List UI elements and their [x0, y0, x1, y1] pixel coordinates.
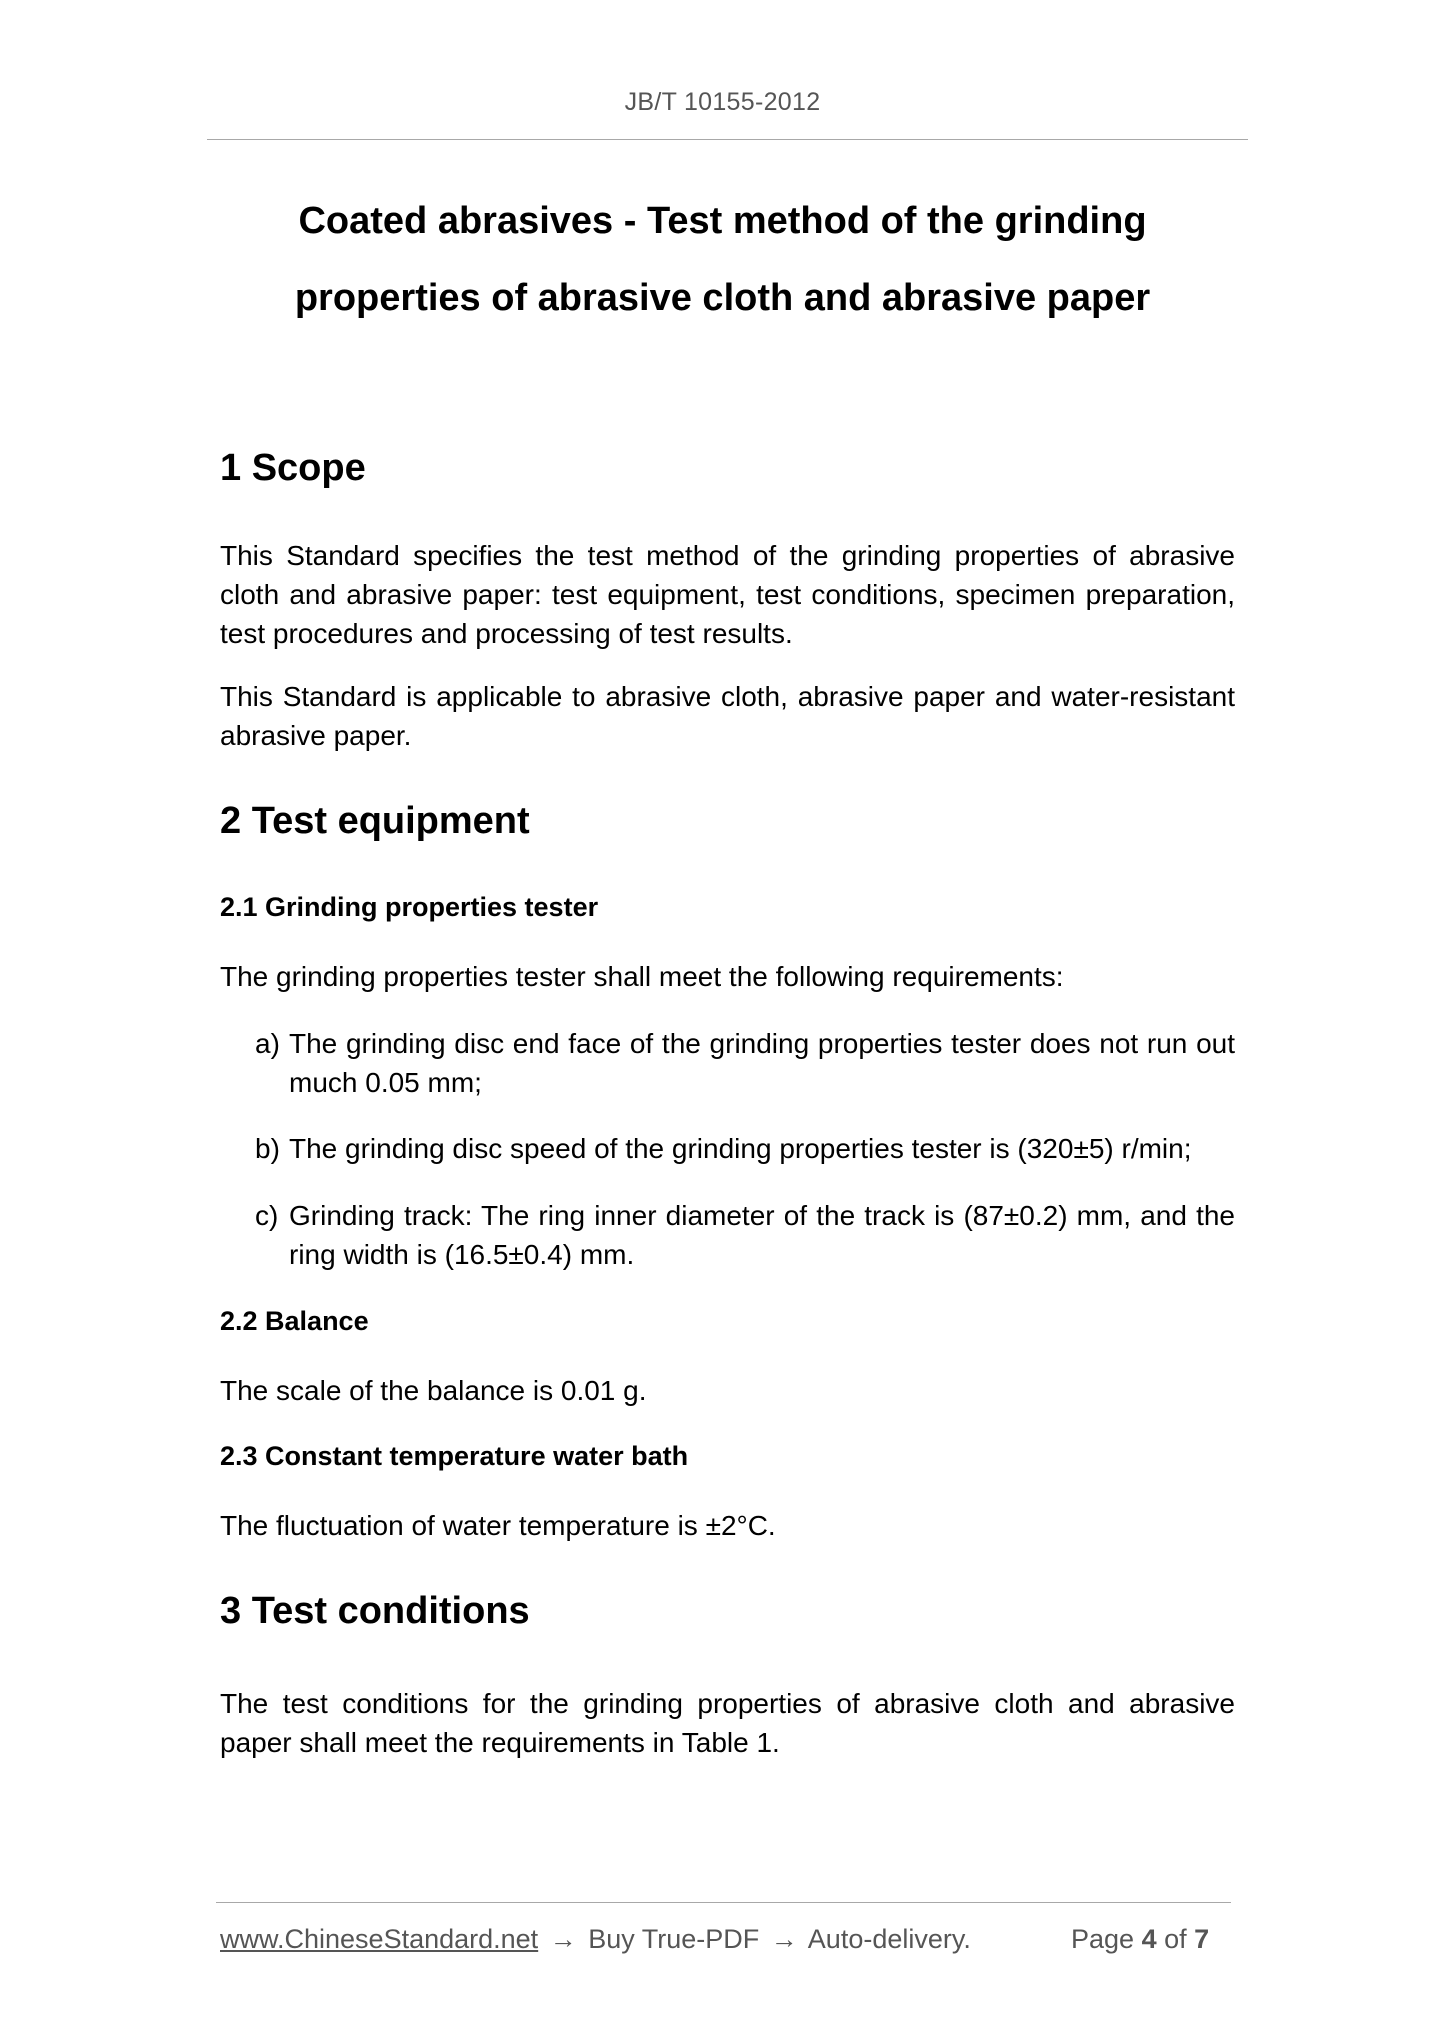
page-label: Page: [1071, 1924, 1135, 1954]
arrow-right-icon: →: [549, 1924, 577, 1954]
list-item-text: Grinding track: The ring inner diameter of the track is (87±0.2) mm, and the ring width is (16.5±0.4) mm.: [289, 1200, 1235, 1270]
buy-true-pdf-text: Buy True-PDF: [588, 1924, 760, 1954]
page-current: 4: [1141, 1924, 1157, 1954]
list-marker: c): [255, 1200, 279, 1231]
title-line-2: properties of abrasive cloth and abrasive paper: [294, 277, 1151, 319]
list-item-text: The grinding disc speed of the grinding properties tester is (320±5) r/min;: [289, 1133, 1192, 1164]
document-title: [0, 183, 1445, 337]
page-number: [1071, 1924, 1209, 1955]
heading-grinding-tester: 2.1 Grinding properties tester: [220, 892, 599, 922]
heading-test-conditions: 3 Test conditions: [220, 1590, 530, 1632]
conditions-text: The test conditions for the grinding properties of abrasive cloth and abrasive paper shall meet the requirements in Table 1.: [220, 1688, 1235, 1758]
footer-divider: [216, 1902, 1231, 1903]
water-bath-text: The fluctuation of water temperature is ±2°C.: [220, 1510, 776, 1541]
list-item-text: The grinding disc end face of the grinding properties tester does not run out much 0.05 mm;: [289, 1028, 1235, 1098]
list-item: [255, 1196, 1235, 1274]
tester-intro: The grinding properties tester shall meet the following requirements:: [220, 961, 1064, 992]
scope-paragraph-2: This Standard is applicable to abrasive cloth, abrasive paper and water-resistant abrasive paper.: [220, 681, 1235, 751]
header-divider: [207, 139, 1248, 140]
list-item: [255, 1129, 1235, 1168]
heading-balance: 2.2 Balance: [220, 1306, 369, 1336]
title-line-1: Coated abrasives - Test method of the grinding: [298, 200, 1147, 242]
heading-water-bath: 2.3 Constant temperature water bath: [220, 1441, 689, 1471]
footer-links: [220, 1924, 971, 1955]
chinesestandard-link[interactable]: www.ChineseStandard.net: [220, 1924, 539, 1954]
heading-test-equipment: 2 Test equipment: [220, 800, 530, 842]
balance-text: The scale of the balance is 0.01 g.: [220, 1375, 647, 1406]
scope-paragraph-1: This Standard specifies the test method of the grinding properties of abrasive cloth and abrasive paper: test equipment, test conditions, specimen preparation, test procedures and processing of test results.: [220, 540, 1235, 649]
page-of: of: [1164, 1924, 1187, 1954]
list-item: [255, 1024, 1235, 1102]
list-marker: b): [255, 1133, 280, 1164]
arrow-right-icon: →: [770, 1924, 798, 1954]
list-marker: a): [255, 1028, 280, 1059]
page-total: 7: [1194, 1924, 1210, 1954]
document-code: JB/T 10155-2012: [624, 88, 821, 116]
auto-delivery-text: Auto-delivery.: [807, 1924, 971, 1954]
heading-scope: 1 Scope: [220, 447, 366, 489]
